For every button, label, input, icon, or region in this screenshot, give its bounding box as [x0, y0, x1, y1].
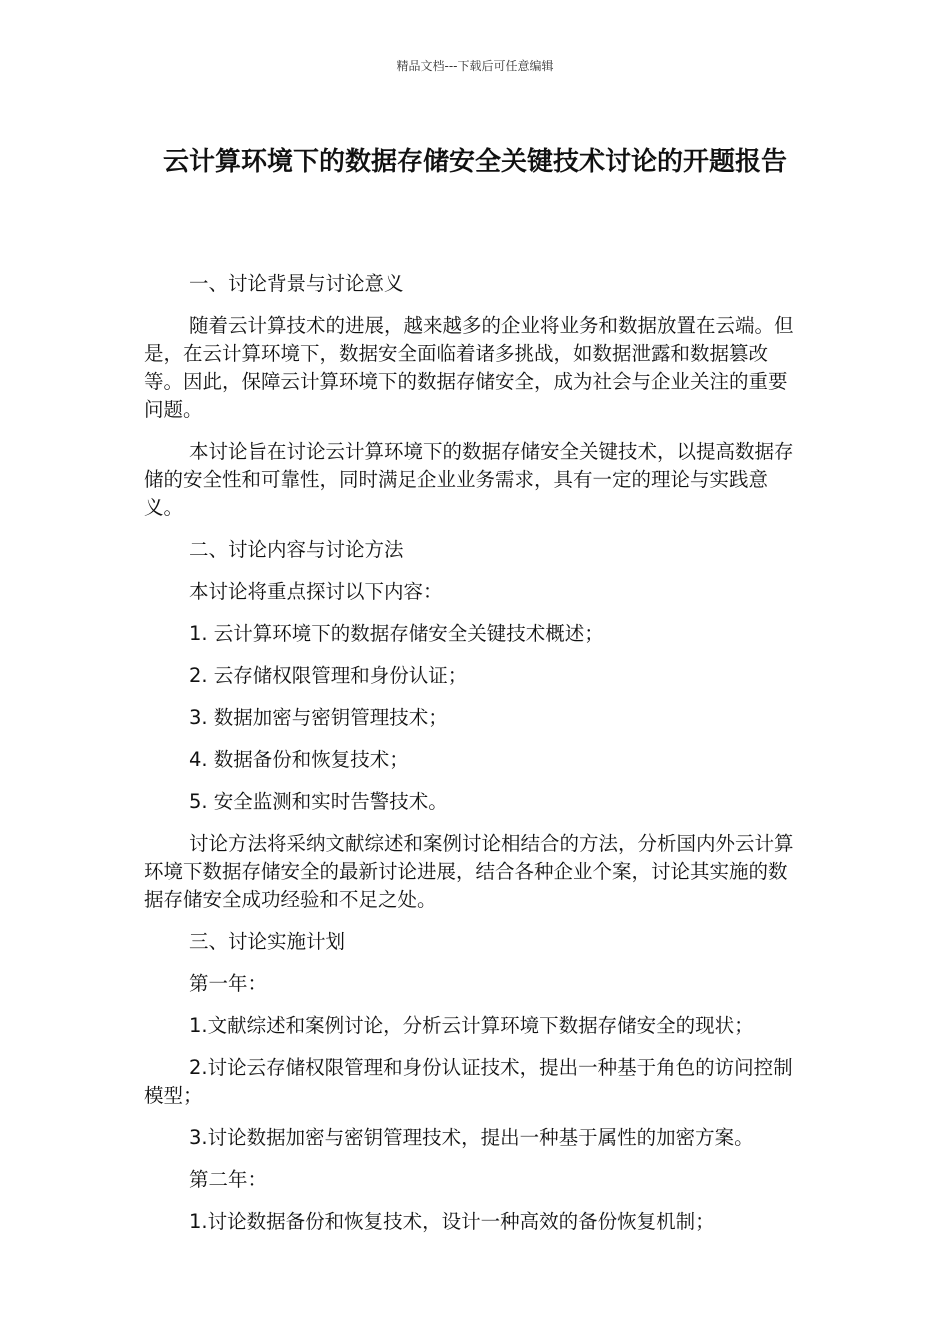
plan-year-1-item-3: 3.讨论数据加密与密钥管理技术，提出一种基于属性的加密方案。 [189, 1126, 754, 1149]
paragraph-purpose: 本讨论旨在讨论云计算环境下的数据存储安全关键技术，以提高数据存储的安全性和可靠性，同时满足企业业务需求，具有一定的理论与实践意义。 [144, 440, 794, 519]
plan-year-1-label: 第一年： [189, 972, 268, 995]
plan-year-1-item-2: 2.讨论云存储权限管理和身份认证技术，提出一种基于角色的访问控制模型； [144, 1056, 793, 1107]
plan-year-2-item-1: 1.讨论数据备份和恢复技术，设计一种高效的备份恢复机制； [189, 1210, 715, 1233]
paragraph-methods: 讨论方法将采纳文献综述和案例讨论相结合的方法，分析国内外云计算环境下数据存储安全的最新讨论进展，结合各种企业个案，讨论其实施的数据存储安全成功经验和不足之处。 [144, 832, 794, 911]
section-heading-content-methods: 二、讨论内容与讨论方法 [189, 538, 404, 561]
plan-year-1-item-1: 1.文献综述和案例讨论，分析云计算环境下数据存储安全的现状； [189, 1014, 754, 1037]
list-item-5: 5. 安全监测和实时告警技术。 [189, 790, 448, 813]
section-heading-background: 一、讨论背景与讨论意义 [189, 272, 404, 295]
document-body [144, 270, 794, 1250]
list-item-4: 4. 数据备份和恢复技术； [189, 748, 409, 771]
paragraph-content-intro: 本讨论将重点探讨以下内容： [189, 580, 443, 603]
list-item-3: 3. 数据加密与密钥管理技术； [189, 706, 448, 729]
document-title: 云计算环境下的数据存储安全关键技术讨论的开题报告 [162, 147, 787, 177]
list-item-1: 1. 云计算环境下的数据存储安全关键技术概述； [189, 622, 604, 645]
list-item-2: 2. 云存储权限管理和身份认证； [189, 664, 468, 687]
paragraph-background: 随着云计算技术的进展，越来越多的企业将业务和数据放置在云端。但是，在云计算环境下，数据安全面临着诸多挑战，如数据泄露和数据篡改等。因此，保障云计算环境下的数据存储安全，成为社会与企业关注的重要问题。 [144, 314, 794, 421]
section-heading-plan: 三、讨论实施计划 [189, 930, 346, 953]
plan-year-2-label: 第二年： [189, 1168, 268, 1191]
header-note: 精品文档---下载后可任意编辑 [396, 59, 554, 73]
